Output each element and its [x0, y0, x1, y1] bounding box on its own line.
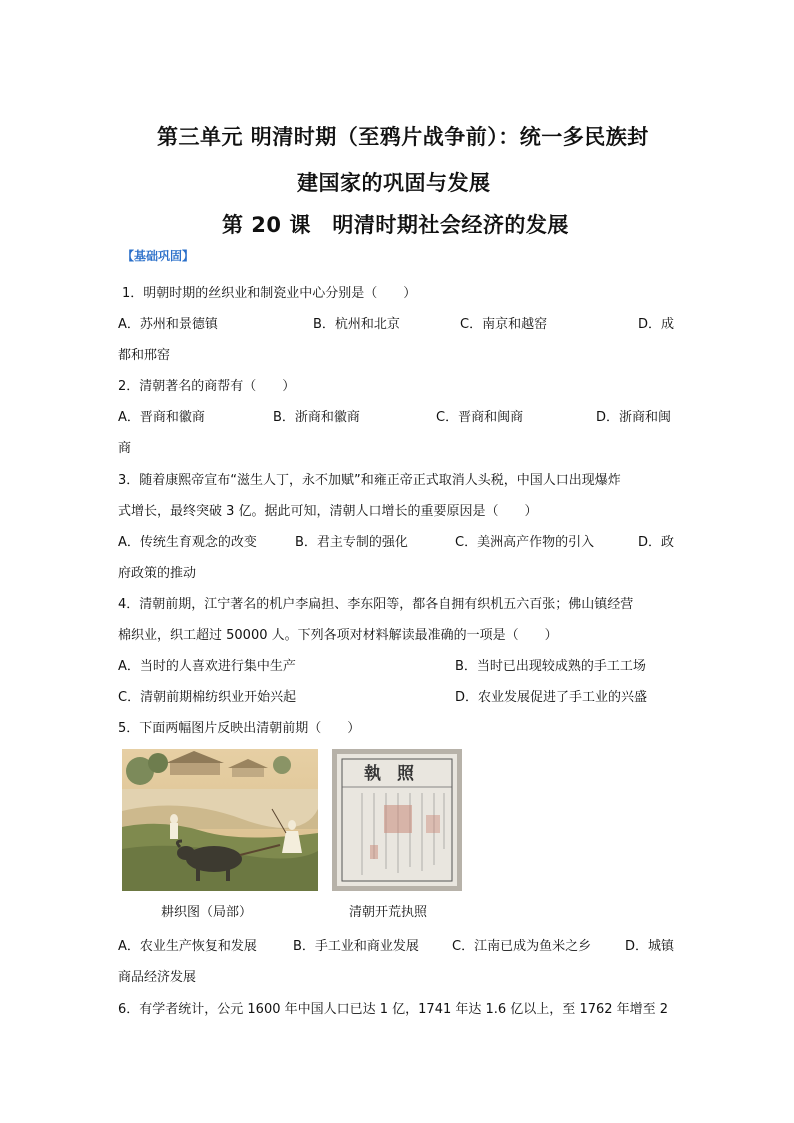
question-1-stem: 1．明朝时期的丝织业和制瓷业中心分别是（ ） [122, 286, 417, 301]
unit-title-line-2: 建国家的巩固与发展 [297, 171, 491, 195]
land-license-image [332, 749, 462, 891]
question-3-option-a[interactable]: A．传统生育观念的改变 [118, 535, 257, 550]
question-2-option-a[interactable]: A．晋商和徽商 [118, 410, 205, 425]
question-4-stem-line-1: 4．清朝前期，江宁著名的机户李扁担、李东阳等，都各自拥有织机五六百张；佛山镇经营 [118, 597, 634, 612]
question-3-option-d[interactable]: D．政 [638, 535, 675, 550]
license-header-text: 執照 [364, 764, 430, 784]
question-4-option-a[interactable]: A．当时的人喜欢进行集中生产 [118, 659, 296, 674]
section-label: 【基础巩固】 [122, 249, 195, 263]
question-5-option-d-wrap[interactable]: 商品经济发展 [118, 970, 197, 985]
figure-1-caption: 耕织图（局部） [161, 905, 253, 920]
farming-painting-icon [122, 749, 318, 891]
question-1-option-b[interactable]: B．杭州和北京 [313, 317, 400, 332]
figure-2-caption: 清朝开荒执照 [349, 905, 428, 920]
question-1-option-c[interactable]: C．南京和越窑 [460, 317, 548, 332]
question-6-stem-line-1: 6．有学者统计，公元 1600 年中国人口已达 1 亿，1741 年达 1.6 亿以上，至 1762 年增至 2 [118, 1002, 669, 1017]
question-2-option-d[interactable]: D．浙商和闽 [596, 410, 672, 425]
question-3-stem-line-1: 3．随着康熙帝宣布“滋生人丁，永不加赋”和雍正帝正式取消人头税，中国人口出现爆炸 [118, 473, 621, 488]
question-1-option-d-wrap[interactable]: 都和邢窑 [118, 348, 171, 363]
question-2-option-d-wrap[interactable]: 商 [118, 441, 132, 456]
question-2-option-b[interactable]: B．浙商和徽商 [273, 410, 360, 425]
question-1-option-a[interactable]: A．苏州和景德镇 [118, 317, 218, 332]
land-license-document-icon [332, 749, 462, 891]
question-4-option-c[interactable]: C．清朝前期棉纺织业开始兴起 [118, 690, 297, 705]
question-5-option-d[interactable]: D．城镇 [625, 939, 675, 954]
question-5-option-b[interactable]: B．手工业和商业发展 [293, 939, 419, 954]
question-4-stem-line-2: 棉织业，织工超过 50000 人。下列各项对材料解读最准确的一项是（ ） [118, 628, 558, 643]
question-5-option-c[interactable]: C．江南已成为鱼米之乡 [452, 939, 592, 954]
question-3-option-c[interactable]: C．美洲高产作物的引入 [455, 535, 595, 550]
question-5-option-a[interactable]: A．农业生产恢复和发展 [118, 939, 257, 954]
question-3-stem-line-2: 式增长，最终突破 3 亿。据此可知，清朝人口增长的重要原因是（ ） [118, 504, 538, 519]
question-3-option-b[interactable]: B．君主专制的强化 [295, 535, 408, 550]
question-4-option-d[interactable]: D．农业发展促进了手工业的兴盛 [455, 690, 648, 705]
question-1-option-d[interactable]: D．成 [638, 317, 675, 332]
question-2-option-c[interactable]: C．晋商和闽商 [436, 410, 524, 425]
question-4-option-b[interactable]: B．当时已出现较成熟的手工工场 [455, 659, 646, 674]
unit-title-line-1: 第三单元 明清时期（至鸦片战争前）：统一多民族封 [157, 125, 649, 149]
question-3-option-d-wrap[interactable]: 府政策的推动 [118, 566, 197, 581]
question-5-stem: 5．下面两幅图片反映出清朝前期（ ） [118, 721, 361, 736]
farming-painting-image [122, 749, 318, 891]
lesson-title: 第 20 课 明清时期社会经济的发展 [222, 213, 569, 237]
question-2-stem: 2．清朝著名的商帮有（ ） [118, 379, 296, 394]
